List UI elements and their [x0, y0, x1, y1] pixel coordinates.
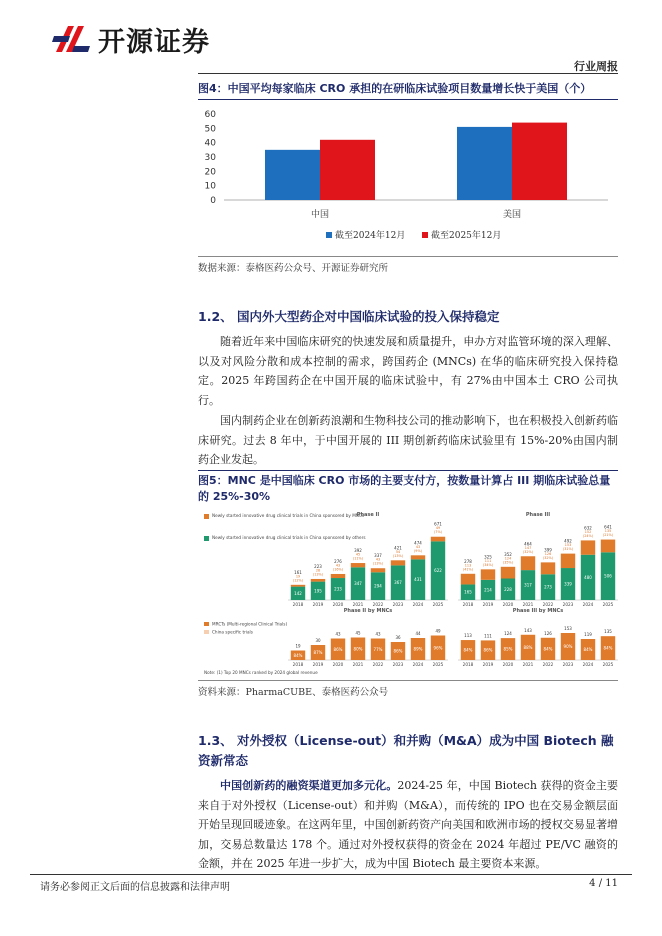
panel-bar-total: 392: [354, 548, 362, 554]
panel-year-label: 2025: [432, 602, 444, 607]
panel-mnc-share: (13%): [312, 572, 324, 577]
y-tick-label: 10: [204, 181, 216, 192]
panel-bar-total: 421: [394, 545, 402, 551]
figure5-top-divider: [198, 470, 618, 471]
panel-year-label: 2024: [412, 602, 424, 607]
panel-mnc-share: (34%): [482, 562, 494, 567]
panel-bar-0-2019-1: [311, 579, 325, 582]
panel-year-label: 2022: [542, 602, 554, 607]
panel-year-label: 2019: [312, 602, 324, 607]
panel-year-label: 2019: [312, 662, 324, 667]
panel-bar-total: 143: [524, 627, 532, 633]
panel-mnc-share: (35%): [502, 560, 514, 565]
panel-bar-value: 195: [314, 588, 322, 594]
bar-中国-1: [320, 140, 375, 200]
page-number: 4 / 11: [589, 878, 618, 889]
panel-bar-total: 352: [504, 551, 512, 557]
footer-disclaimer: 请务必参阅正文后面的信息披露和法律声明: [40, 882, 230, 893]
panel-mnc-share: (11%): [352, 556, 364, 561]
section-1-2-paragraph-2: 国内制药企业在创新药浪潮和生物科技公司的推动影响下，也在积极投入创新药临床研究。过去 8 年中，于中国开展的 III 期创新药临床试验里有 15%-20%由国内制药企业发起。: [198, 414, 618, 466]
panel-mnc-value: 152: [584, 529, 592, 534]
panel-bar-total: 278: [464, 558, 472, 564]
panel-bar-total: 113: [464, 633, 472, 639]
bar-美国-1: [512, 123, 567, 200]
panel-year-label: 2020: [332, 662, 344, 667]
panel-year-label: 2022: [542, 662, 554, 667]
panel-bar-value: 317: [524, 582, 532, 588]
panel-bar-value: 431: [414, 577, 422, 583]
section-1-3-title: 1.3、 对外授权（License-out）和并购（M&A）成为中国 Biotech 融资新常态: [198, 733, 614, 768]
panel-bar-total: 43: [375, 631, 381, 637]
section-1-2-paragraph-1: 随着近年来中国临床研究的快速发展和质量提升，申办方对监管环境的深入理解、以及对风险分散和成本控制的需求，跨国药企 (MNCs) 在华的临床研究投入保持稳定。2025 年跨国药企在中国开展的临床试验中，有 27%由中国本土 CRO 公司执行。: [198, 335, 618, 407]
y-tick-label: 0: [210, 196, 216, 206]
panel-bar-total: 135: [604, 629, 612, 635]
panel-bar-value: 506: [604, 573, 612, 579]
legend-swatch-0: [326, 232, 332, 238]
panel-title-0: Phase II: [356, 512, 380, 518]
panel-mnc-value: 43: [375, 557, 381, 562]
panel-mnc-value: 45: [355, 552, 361, 557]
panel-bar-value: 86%: [393, 648, 403, 654]
panel-mnc-share: (9%): [413, 548, 423, 553]
panel-mnc-share: (13%): [392, 553, 404, 558]
panel-year-label: 2024: [582, 602, 594, 607]
section-1-3-body: 2024-25 年，中国 Biotech 获得的资金主要来自于对外授权（License-out）和并购（M&A），而传统的 IPO 也在交易金额层面开始呈现回暖迹象。在这两年里，中国创新药资产向美国和欧洲市场的授权交易显著增加，交易总数量达 178 个。通过对外授权获得的资金在 2024 年超过 PE/VC 融资的金额，并在 2025 年进一步扩大，成为中国 Biotech 最主要资本来源。: [198, 779, 618, 870]
panel-bar-1-2022-1: [541, 562, 555, 574]
panel-bar-total: 337: [374, 553, 382, 559]
panel-title-3: Phase III by MNCs: [512, 608, 564, 614]
panel-bar-value: 89%: [413, 646, 423, 652]
panel-bar-value: 228: [504, 586, 512, 592]
panel-year-label: 2018: [292, 662, 304, 667]
bar-美国-0: [457, 127, 512, 200]
panel-bar-total: 632: [584, 525, 592, 531]
panel-bar-total: 223: [314, 563, 322, 569]
panel-bar-value: 339: [564, 581, 572, 587]
panel-bar-value: 142: [294, 590, 302, 596]
panel-bar-0-2021-1: [351, 563, 365, 567]
panel-bar-total: 161: [294, 569, 302, 575]
section-1-2-title: 1.2、 国内外大型药企对中国临床试验的投入保持稳定: [198, 309, 500, 324]
panel-bar-value: 96%: [433, 645, 443, 651]
panel-bar-value: 84%: [583, 647, 593, 652]
panel-bar-value: 84%: [463, 647, 473, 653]
panel-mnc-value: 54: [395, 549, 401, 554]
header-divider: [198, 73, 618, 74]
panel-mnc-value: 126: [544, 551, 552, 556]
panel-bar-1-2024-1: [581, 540, 595, 554]
panel-year-label: 2022: [372, 602, 384, 607]
panel-title-2: Phase II by MNCs: [343, 608, 393, 614]
panel-mnc-value: 135: [604, 529, 612, 534]
panel-year-label: 2020: [502, 602, 514, 607]
panel-bar-total: 464: [524, 541, 532, 547]
panel-bar-value: 347: [354, 581, 362, 587]
panel-bar-0-2022-1: [371, 568, 385, 572]
panel-bar-total: 474: [414, 540, 422, 546]
panel-bar-total: 30: [315, 638, 321, 643]
panel-bar-total: 45: [355, 630, 361, 636]
panel-bar-value: 85%: [503, 646, 513, 652]
panel-year-label: 2020: [502, 662, 514, 667]
panel-mnc-value: 147: [524, 545, 532, 550]
panel-bar-total: 276: [334, 558, 342, 564]
y-tick-label: 40: [204, 138, 216, 149]
legend-others: Newly started innovative drug clinical trials in China sponsored by others: [212, 535, 366, 540]
panel-mnc-share: (13%): [372, 561, 384, 566]
panel-bar-1-2021-1: [521, 556, 535, 570]
panel-bar-value: 87%: [313, 650, 323, 655]
panel-year-label: 2021: [522, 662, 534, 667]
panel-bar-1-2018-1: [461, 574, 475, 585]
panel-year-label: 2018: [292, 602, 304, 607]
panel-title-1: Phase III: [525, 512, 551, 518]
figure4-source: 数据来源：泰格医药公众号、开源证券研究所: [198, 263, 389, 274]
legend-swatch-mrct: [204, 622, 209, 626]
panel-year-label: 2025: [602, 602, 614, 607]
page-header: [0, 0, 662, 72]
legend-swatch-mnc: [204, 514, 209, 519]
footer-divider: [30, 874, 632, 875]
x-category-label: 美国: [502, 210, 522, 220]
x-category-label: 中国: [310, 210, 330, 220]
panel-mnc-share: (7%): [433, 530, 443, 535]
panel-mnc-value: 153: [564, 543, 572, 548]
panel-bar-total: 44: [415, 631, 421, 636]
panel-bar-value: 294: [374, 583, 382, 589]
y-tick-label: 60: [204, 110, 216, 120]
panel-bar-0-2023-1: [391, 560, 405, 565]
panel-bar-value: 86%: [333, 646, 343, 652]
company-logo: [52, 16, 252, 60]
panel-bar-total: 641: [604, 524, 612, 530]
panel-year-label: 2019: [482, 602, 494, 607]
panel-mnc-value: 113: [464, 563, 472, 568]
panel-year-label: 2023: [562, 662, 574, 667]
panel-bar-0-2024-1: [411, 555, 425, 559]
panel-year-label: 2018: [462, 602, 474, 607]
panel-bar-value: 233: [334, 586, 342, 592]
panel-bar-value: 214: [484, 587, 492, 593]
panel-mnc-share: (32%): [542, 555, 554, 560]
panel-bar-total: 49: [435, 628, 441, 634]
panel-year-label: 2021: [352, 662, 364, 667]
legend-swatch-1: [422, 232, 428, 238]
panel-year-label: 2024: [412, 662, 424, 667]
panel-bar-0-2020-1: [331, 574, 345, 578]
panel-mnc-share: (21%): [602, 533, 614, 538]
panel-mnc-value: 111: [484, 558, 492, 563]
panel-bar-value: 165: [464, 589, 472, 595]
panel-bar-value: 80%: [353, 646, 363, 652]
panel-bar-total: 325: [484, 554, 492, 560]
figure4-source-divider: [198, 256, 618, 257]
panel-mnc-share: (24%): [582, 533, 594, 538]
legend-swatch-others: [204, 536, 209, 541]
panel-mnc-value: 124: [504, 556, 512, 561]
document-type: 行业周报: [574, 60, 618, 73]
y-tick-label: 50: [204, 124, 216, 135]
panel-bar-total: 43: [335, 631, 341, 637]
panel-bar-total: 126: [544, 630, 552, 636]
panel-bar-value: 367: [394, 580, 402, 586]
panel-bar-total: 36: [395, 635, 401, 640]
logo-mark-icon: [52, 16, 92, 60]
figure4-title-divider: [198, 99, 618, 100]
section-1-3-paragraph: [198, 776, 618, 874]
bar-中国-0: [265, 150, 320, 200]
panel-bar-1-2025-1: [601, 540, 615, 553]
legend-mnc: Newly started innovative drug clinical trials in China sponsored by MNCs: [212, 513, 365, 518]
legend-china: China specific trials: [212, 629, 253, 635]
panel-mnc-value: 28: [315, 568, 321, 573]
figure5-title: 图5：MNC 是中国临床 CRO 市场的主要支付方，按数量计算占 III 期临床试验总量的 25%-30%: [198, 474, 611, 503]
panel-year-label: 2019: [482, 662, 494, 667]
panel-bar-1-2019-1: [481, 569, 495, 579]
panel-year-label: 2024: [582, 662, 594, 667]
panel-bar-value: 90%: [563, 644, 573, 649]
figure4-bar-chart: [198, 104, 618, 254]
panel-bar-value: 88%: [523, 644, 533, 650]
panel-mnc-share: (41%): [462, 567, 474, 572]
figure4-title: 图4：中国平均每家临床 CRO 承担的在研临床试验项目数量增长快于美国（个）: [198, 82, 592, 95]
panel-year-label: 2025: [432, 662, 444, 667]
panel-bar-1-2020-1: [501, 567, 515, 579]
panel-year-label: 2025: [602, 662, 614, 667]
panel-bar-total: 119: [584, 632, 592, 637]
logo-text: 开源证券: [98, 27, 210, 58]
panel-bar-value: 480: [584, 574, 592, 580]
y-tick-label: 30: [204, 153, 216, 163]
panel-year-label: 2023: [562, 602, 574, 607]
panel-bar-total: 153: [564, 626, 572, 631]
figure5-source-divider: [198, 680, 618, 681]
panel-year-label: 2018: [462, 662, 474, 667]
panel-mnc-value: 43: [335, 563, 341, 568]
section-1-3-lead: 中国创新药的融资渠道更加多元化。: [220, 779, 398, 792]
figure5-composite-chart: [198, 506, 618, 678]
panel-year-label: 2020: [332, 602, 344, 607]
panel-year-label: 2023: [392, 662, 404, 667]
legend-mrct: MRCTs (Multi-regional Clinical Trials): [212, 621, 288, 627]
panel-bar-total: 111: [484, 633, 492, 639]
panel-bar-value: 84%: [603, 645, 613, 651]
panel-mnc-value: 49: [435, 526, 441, 531]
panel-bar-0-2018-1: [291, 585, 305, 587]
panel-bar-total: 492: [564, 538, 572, 544]
legend-swatch-china: [204, 630, 209, 634]
panel-bar-total: 19: [295, 643, 301, 649]
panel-bar-value: 622: [434, 568, 442, 574]
panel-bar-total: 671: [434, 521, 442, 527]
panel-bar-0-2025-1: [431, 537, 445, 542]
panel-mnc-share: (32%): [522, 549, 534, 554]
panel-mnc-value: 43: [415, 544, 421, 549]
panel-bar-total: 399: [544, 547, 552, 553]
panel-bar-1-2023-1: [561, 554, 575, 568]
panel-bar-value: 84%: [543, 646, 553, 652]
panel-year-label: 2022: [372, 662, 384, 667]
y-tick-label: 20: [204, 167, 216, 178]
panel-mnc-share: (16%): [332, 567, 344, 572]
panel-bar-value: 77%: [373, 646, 383, 652]
panel-bar-value: 84%: [293, 652, 303, 658]
panel-year-label: 2021: [352, 602, 364, 607]
panel-year-label: 2021: [522, 602, 534, 607]
panel-mnc-share: (12%): [292, 578, 304, 583]
panel-mnc-share: (31%): [562, 547, 574, 552]
panel-bar-value: 273: [544, 584, 552, 590]
legend-label-0: 截至2024年12月: [335, 231, 406, 241]
legend-label-1: 截至2025年12月: [431, 231, 502, 241]
panel-bar-total: 124: [504, 631, 512, 637]
panel-year-label: 2023: [392, 602, 404, 607]
panel-mnc-value: 19: [295, 574, 301, 579]
figure5-source: 资料来源：PharmaCUBE、泰格医药公众号: [198, 687, 389, 698]
figure5-note: Note: (1) Top 20 MNCs ranked by 2024 global revenue: [204, 670, 318, 675]
panel-bar-value: 86%: [483, 647, 493, 653]
